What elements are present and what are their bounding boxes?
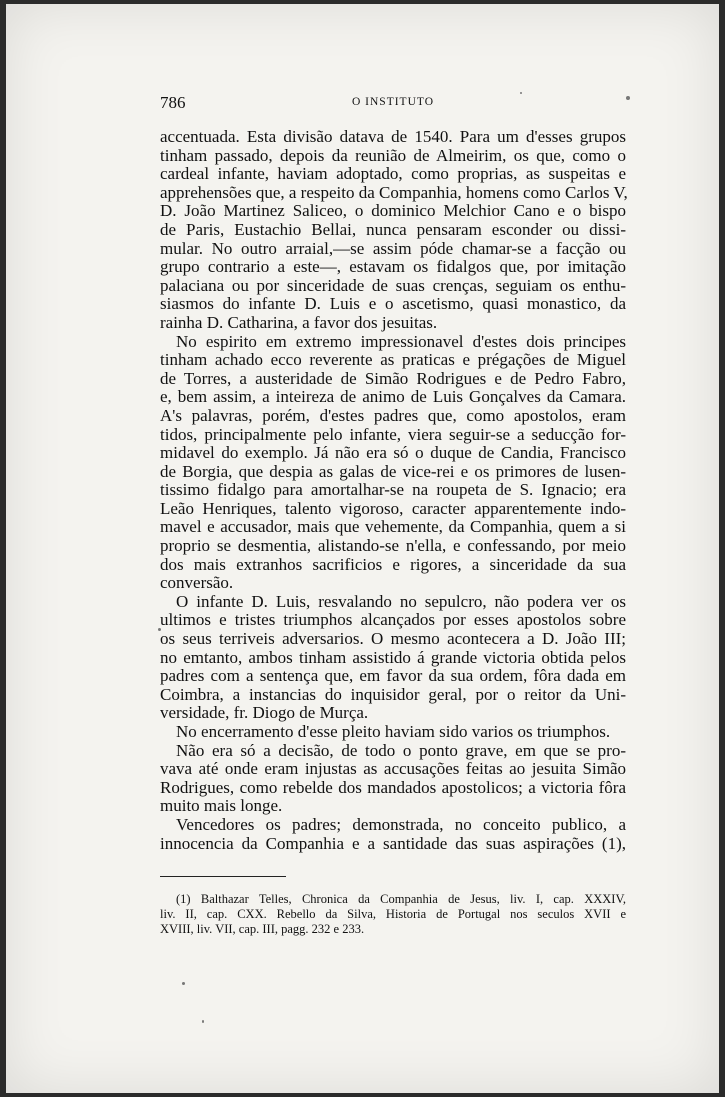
text-line: Leão Henriques, talento vigoroso, caracter apparentemente indo- [160,498,626,518]
text-line: no emtanto, ambos tinham assistido á grande victoria obtida pelos [160,647,626,667]
text-line: ultimos e tristes triumphos alcançados por esses apostolos sobre [160,610,626,630]
footnote [160,892,626,937]
text-line: mavel e accusador, mais que vehemente, da Companhia, quem a si [160,517,626,537]
text-line: tissimo fidalgo para amortalhar-se na roupeta de S. Ignacio; era [160,480,626,500]
footnote-rule [160,876,286,877]
text-line: tinham achado ecco reverente as praticas e prégações de Miguel [160,350,626,370]
text-line: Não era só a decisão, de todo o ponto grave, em que se pro- [176,740,626,760]
text-line: No espirito em extremo impressionavel d'estes dois principes [176,331,626,351]
text-line: de Borgia, que despia as galas de vice-rei e os primores de lusen- [160,461,626,481]
text-line: muito mais longe. [160,796,283,816]
text-line: vava até onde eram injustas as accusações feitas ao jesuita Simão [160,759,626,779]
text-line: de Paris, Eustachio Bellai, nunca pensaram esconder ou dissi- [160,219,626,239]
text-line: Coimbra, a instancias do inquisidor geral, por o reitor da Uni- [160,684,626,704]
text-line: innocencia da Companhia e a santidade das suas aspirações (1), [160,833,626,853]
text-line: os seus terriveis adversarios. O mesmo acontecera a D. João III; [160,629,626,649]
text-line: D. João Martinez Saliceo, o dominico Melchior Cano e o bispo [160,201,626,221]
text-line: No encerramento d'esse pleito haviam sido varios os triumphos. [176,722,611,741]
text-line: e, bem assim, a inteireza de animo de Luis Gonçalves da Camara. [160,387,626,407]
page-number: 786 [160,93,186,112]
text-line: midavel do exemplo. Já não era só o duque de Candia, Francisco [160,443,626,463]
text-line: apprehensões que, a respeito da Companhia, homens como Carlos V, [160,182,628,202]
text-line: proprio se desmentia, alistando-se n'ella, e confessando, por meio [160,536,626,556]
paper-speck [182,982,185,985]
text-line: conversão. [160,573,234,593]
text-line: padres com a sentença que, em favor da sua ordem, fôra dada em [160,666,626,686]
text-line: palaciana ou por sinceridade de suas crenças, seguiam os enthu- [160,275,626,295]
text-line: mular. No outro arraial,—se assim póde chamar-se a facção ou [160,238,626,258]
text-line: A's palavras, porém, d'estes padres que, como apostolos, eram [160,405,626,425]
text-line: siasmos do infante D. Luis e o ascetismo, quasi monastico, da [160,294,626,314]
text-line: versidade, fr. Diogo de Murça. [160,703,369,723]
footnote-line: (1) Balthazar Telles, Chronica da Companhia de Jesus, liv. I, cap. XXXIV, [176,892,626,906]
footnote-line: liv. II, cap. CXX. Rebello da Silva, Historia de Portugal nos seculos XVII e [160,907,626,921]
text-line: accentuada. Esta divisão datava de 1540. Para um d'esses grupos [160,127,626,146]
text-line: de Torres, a austeridade de Simão Rodrigues e de Pedro Fabro, [160,368,626,388]
text-line: tinham passado, depois da reunião de Almeirim, os que, como o [160,145,626,165]
body-text [160,128,626,853]
footnote-line: XVIII, liv. VII, cap. III, pagg. 232 e 233. [160,922,365,936]
text-line: rainha D. Catharina, a favor dos jesuitas. [160,312,438,332]
paper-speck [202,1020,204,1023]
text-line: dos mais extranhos sacrificios e rigores, a sinceridade da sua [160,554,626,574]
text-line: cardeal infante, haviam adoptado, como proprias, as suspeitas e [160,164,626,184]
text-line: O infante D. Luis, resvalando no sepulcro, não podera ver os [176,591,626,611]
text-line: tidos, principalmente pelo infante, viera seguir-se a seducção for- [160,424,626,444]
text-line: grupo contrario a este—, estavam os fidalgos que, por imitação [160,257,626,277]
text-line: Rodrigues, como rebelde dos mandados apostolicos; a victoria fôra [160,777,626,797]
paper-speck [626,96,630,100]
running-title: O INSTITUTO [351,96,435,108]
text-line: Vencedores os padres; demonstrada, no conceito publico, a [176,814,626,834]
page-header [160,93,626,113]
